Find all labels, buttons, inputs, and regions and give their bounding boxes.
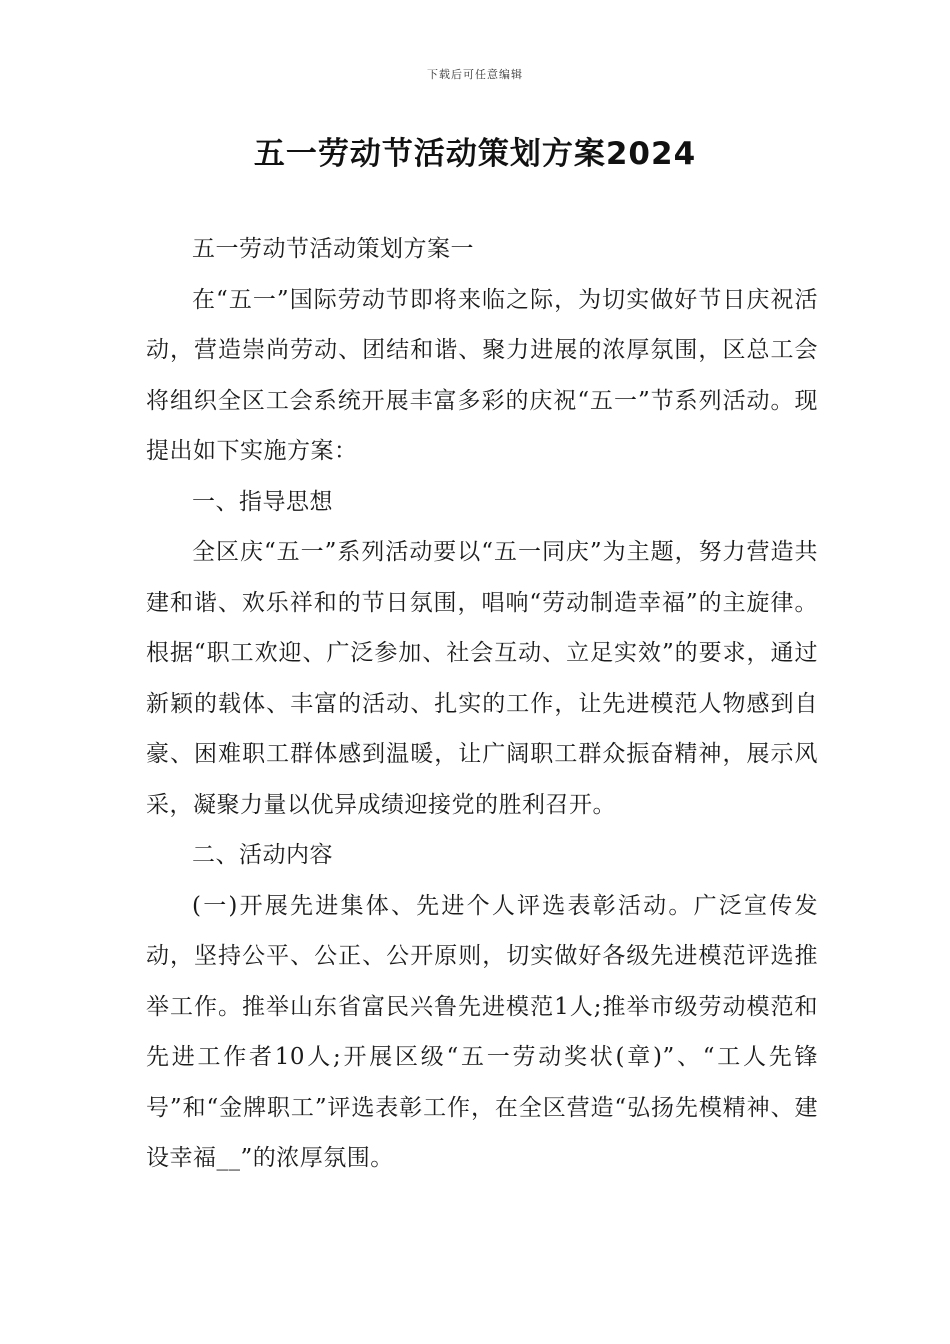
header-note: 下载后可任意编辑 [427,68,523,81]
section-heading-guiding-ideology: 一、指导思想 [192,488,333,515]
document-body [146,224,818,1184]
section-heading-activity-content: 二、活动内容 [192,842,333,868]
section-heading-plan-one: 五一劳动节活动策划方案一 [192,236,474,262]
document-title: 五一劳动节活动策划方案2024 [253,136,697,172]
intro-paragraph: 在“五一”国际劳动节即将来临之际，为切实做好节日庆祝活动，营造崇尚劳动、团结和谐、聚力进展的浓厚氛围，区总工会将组织全区工会系统开展丰富多彩的庆祝“五一”节系列活动。现提出如下实施方案： [146,286,818,464]
guiding-ideology-paragraph: 全区庆“五一”系列活动要以“五一同庆”为主题，努力营造共建和谐、欢乐祥和的节日氛围，唱响“劳动制造幸福”的主旋律。根据“职工欢迎、广泛参加、社会互动、立足实效”的要求，通过新颖的载体、丰富的活动、扎实的工作，让先进模范人物感到自豪、困难职工群体感到温暖，让广阔职工群众振奋精神，展示风采，凝聚力量以优异成绩迎接党的胜利召开。 [146,539,818,818]
activity-content-paragraph: (一)开展先进集体、先进个人评选表彰活动。广泛宣传发动，坚持公平、公正、公开原则，切实做好各级先进模范评选推举工作。推举山东省富民兴鲁先进模范1人;推举市级劳动模范和先进工作者10人;开展区级“五一劳动奖状(章)”、“工人先锋号”和“金牌职工”评选表彰工作，在全区营造“弘扬先模精神、建设幸福__”的浓厚氛围。 [146,892,818,1171]
